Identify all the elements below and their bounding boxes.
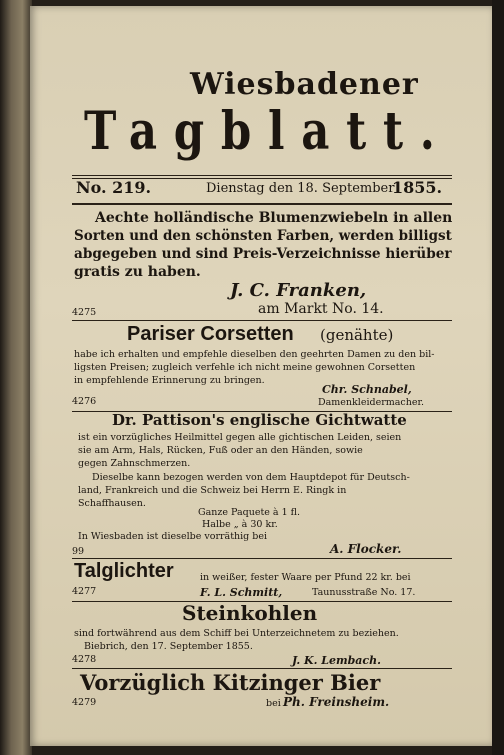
ad5-headline: Steinkohlen [182, 601, 318, 625]
ad4-signer: F. L. Schmitt, [200, 586, 283, 599]
ad3-local: In Wiesbaden ist dieselbe vorräthig bei [78, 531, 268, 542]
issue-number: No. 219. [76, 178, 152, 197]
separator-rule [72, 668, 452, 669]
ad3-price2: Halbe „ à 30 kr. [202, 519, 278, 530]
separator-rule [72, 320, 452, 321]
ad5-ref: 4278 [72, 654, 97, 665]
ad2-line: ligsten Preisen; zugleich verfehle ich nicht meine gewohnen Corsetten [74, 362, 416, 373]
ad2-signer: Chr. Schnabel, [322, 383, 412, 396]
ad6-ref: 4279 [72, 697, 97, 708]
book-spine [0, 0, 32, 755]
ad2-ref: 4276 [72, 396, 97, 407]
ad1-line: gratis zu haben. [74, 264, 201, 280]
ad6-headline: Vorzüglich Kitzinger Bier [80, 670, 381, 695]
ad2-signer-title: Damenkleidermacher. [318, 397, 424, 408]
ad3-line: sie am Arm, Hals, Rücken, Fuß oder an den Händen, sowie [78, 445, 363, 456]
ad1-line: abgegeben und sind Preis-Verzeichnisse hierüber [74, 246, 452, 262]
ad6-signer: Ph. Freinsheim. [283, 695, 390, 709]
ad3-ref: 99 [72, 546, 85, 557]
ad3-line: land, Frankreich und die Schweiz bei Herrn E. Ringk in [78, 485, 347, 496]
ad5-signer: J. K. Lembach. [292, 654, 381, 667]
ad4-text: in weißer, fester Waare per Pfund 22 kr. bei [200, 572, 411, 583]
ad3-price1: Ganze Paquete à 1 fl. [198, 507, 301, 518]
ad2-line: habe ich erhalten und empfehle dieselben den geehrten Damen zu den bil- [74, 349, 435, 360]
ad2-headline-suffix: (genähte) [320, 326, 394, 344]
ad6-by: bei [266, 698, 281, 709]
ad2-line: in empfehlende Erinnerung zu bringen. [74, 375, 265, 386]
ad3-line: Schaffhausen. [78, 498, 146, 509]
dateline-bottom-rule [72, 203, 452, 206]
ad3-line: ist ein vorzügliches Heilmittel gegen alle gichtischen Leiden, seien [78, 432, 402, 443]
page-edge [492, 0, 504, 755]
issue-year: 1855. [392, 178, 443, 197]
ad4-address: Taunusstraße No. 17. [312, 587, 416, 598]
ad1-signer: J. C. Franken, [230, 280, 367, 301]
ad3-line: Dieselbe kann bezogen werden von dem Hauptdepot für Deutsch- [92, 472, 410, 483]
ad4-ref: 4277 [72, 586, 97, 597]
ad3-headline: Dr. Pattison's englische Gichtwatte [112, 411, 407, 429]
masthead-line2: Tagblatt. [84, 101, 452, 162]
ad3-line: gegen Zahnschmerzen. [78, 458, 191, 469]
separator-rule [72, 558, 452, 559]
ad3-signer: A. Flocker. [330, 542, 402, 556]
issue-date: Dienstag den 18. September [206, 181, 395, 196]
ad5-line: Biebrich, den 17. September 1855. [84, 641, 253, 652]
ad1-line: Aechte holländische Blumenzwiebeln in allen [95, 210, 453, 226]
masthead-line1: Wiesbadener [190, 67, 419, 102]
ad1-ref: 4275 [72, 307, 97, 318]
ad2-headline: Pariser Corsetten [127, 323, 294, 345]
ad5-line: sind fortwährend aus dem Schiff bei Unterzeichnetem zu beziehen. [74, 628, 399, 639]
ad1-address: am Markt No. 14. [258, 301, 384, 317]
ad4-headline: Talglichter [74, 560, 174, 582]
ad1-line: Sorten und den schönsten Farben, werden billigst [74, 228, 452, 244]
